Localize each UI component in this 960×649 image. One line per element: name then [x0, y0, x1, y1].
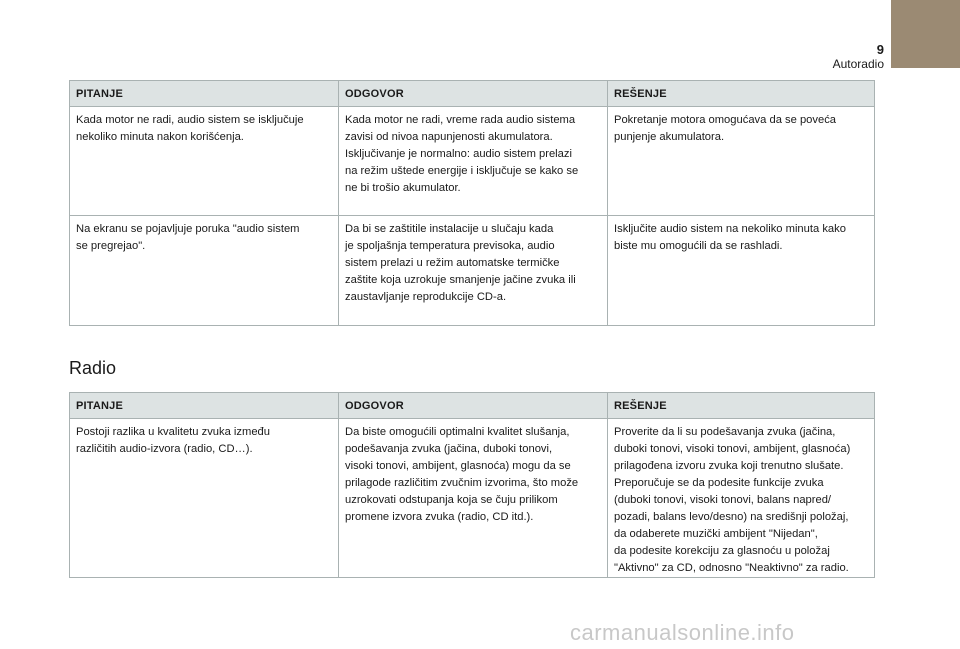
solution-cell: Pokretanje motora omogućava da se poveća punjenje akumulatora.: [608, 107, 875, 216]
section-title: Autoradio: [832, 57, 884, 71]
answer-cell: Da biste omogućili optimalni kvalitet slušanja, podešavanja zvuka (jačina, duboki tonovi, visoki tonovi, ambijent, glasnoća) mogu da se prilagode različitim zvučnim izvorima, što može uzrokovati odstupanja koja se čuju prilikom promene izvora zvuka (radio, CD itd.).: [339, 419, 608, 578]
solution-cell: Proverite da li su podešavanja zvuka (jačina, duboki tonovi, visoki tonovi, ambijent, glasnoća) prilagođena izvoru zvuka koji trenutno slušate. Preporučuje se da podesite funkcije zvuka (duboki tonovi, visoki tonovi, balans napred/ pozadi, balans levo/desno) na središnji položaj, da odaberete muzički ambijent "Nijedan", da podesite korekciju za glasnoću u položaj "Aktivno" za CD, odnosno "Neaktivno" za radio.: [608, 419, 875, 578]
table-header-row: [70, 81, 875, 107]
page-number: 9: [876, 42, 884, 57]
column-header-solution: REŠENJE: [608, 81, 875, 107]
column-header-question: PITANJE: [70, 393, 339, 419]
table-row: [70, 107, 875, 216]
table-header-row: [70, 393, 875, 419]
column-header-question: PITANJE: [70, 81, 339, 107]
answer-cell: Da bi se zaštitile instalacije u slučaju kada je spoljašnja temperatura previsoka, audio sistem prelazi u režim automatske termičke zaštite koja uzrokuje smanjenje jačine zvuka ili zaustavljanje reprodukcije CD-a.: [339, 216, 608, 326]
table-row: [70, 216, 875, 326]
question-cell: Postoji razlika u kvalitetu zvuka između različitih audio-izvora (radio, CD…).: [70, 419, 339, 578]
radio-section-heading: Radio: [69, 358, 117, 378]
column-header-answer: ODGOVOR: [339, 81, 608, 107]
table-row: [70, 419, 875, 578]
faq-table-general: [69, 80, 875, 326]
question-cell: Na ekranu se pojavljuje poruka "audio sistem se pregrejao".: [70, 216, 339, 326]
watermark: carmanualsonline.info: [570, 620, 795, 645]
solution-cell: Isključite audio sistem na nekoliko minuta kako biste mu omogućili da se rashladi.: [608, 216, 875, 326]
column-header-answer: ODGOVOR: [339, 393, 608, 419]
chapter-tab: [891, 0, 960, 68]
faq-table-radio: [69, 392, 875, 578]
question-cell: Kada motor ne radi, audio sistem se isključuje nekoliko minuta nakon korišćenja.: [70, 107, 339, 216]
answer-cell: Kada motor ne radi, vreme rada audio sistema zavisi od nivoa napunjenosti akumulatora. Isključivanje je normalno: audio sistem prelazi na režim uštede energije i isključuje se kako se ne bi trošio akumulator.: [339, 107, 608, 216]
column-header-solution: REŠENJE: [608, 393, 875, 419]
